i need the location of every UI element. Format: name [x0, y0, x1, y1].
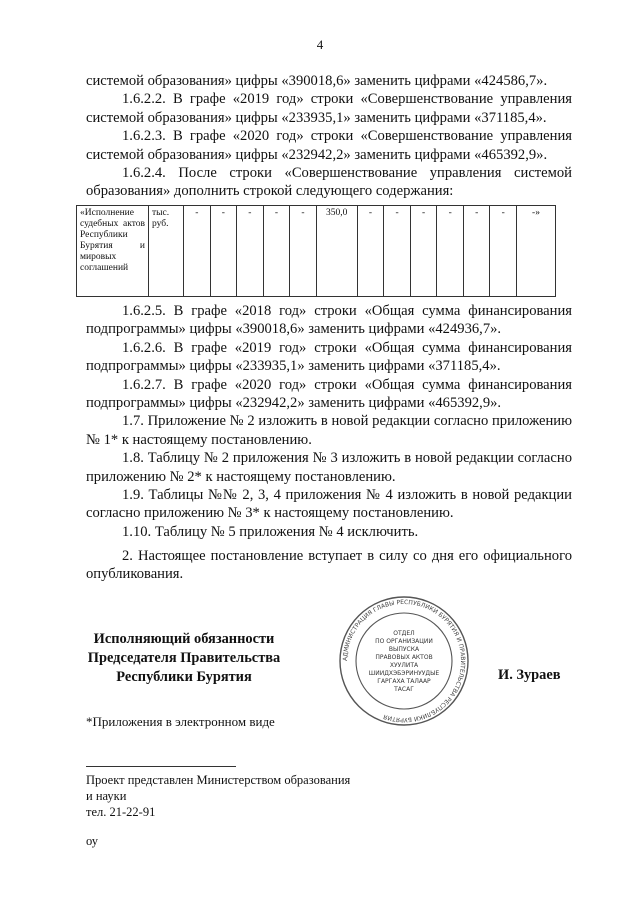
paragraph: 1.7. Приложение № 2 изложить в новой редакции согласно приложению № 1* к настоящему постановлению. — [86, 413, 572, 448]
paragraph: 1.6.2.2. В графе «2019 год» строки «Совершенствование управления системой образования» цифры «233935,1» заменить цифрами «371185,4». — [86, 91, 572, 126]
project-info — [86, 772, 350, 820]
stamp-line: ВЫПУСКА — [388, 646, 420, 653]
table-cell: - — [463, 206, 490, 297]
stamp-outer-ring — [340, 597, 468, 725]
table-cell: - — [210, 206, 237, 297]
body-text-top — [86, 72, 572, 201]
signer-name: И. Зураев — [498, 667, 561, 683]
signature-line: Исполняющий обязанности — [93, 631, 275, 647]
stamp-line: ПРАВОВЫХ АКТОВ — [375, 654, 433, 661]
divider — [86, 766, 236, 767]
table-cell: - — [437, 206, 464, 297]
table-cell-end: -» — [517, 206, 556, 297]
official-stamp — [328, 596, 480, 726]
project-line: Проект представлен Министерством образования — [86, 773, 351, 787]
paragraph: 1.10. Таблицу № 5 приложения № 4 исключить. — [122, 523, 419, 540]
initials: оу — [86, 834, 99, 848]
table-row — [77, 206, 556, 297]
signature-title — [86, 630, 282, 687]
paragraph: 1.6.2.7. В графе «2020 год» строки «Общая сумма финансирования подпрограммы» цифры «232942,2» заменить цифрами «465392,9». — [86, 376, 572, 412]
paragraph: 1.6.2.6. В графе «2019 год» строки «Общая сумма финансирования подпрограммы» цифры «233935,1» заменить цифрами «371185,4». — [86, 339, 572, 375]
paragraph: 1.9. Таблицы №№ 2, 3, 4 приложения № 4 изложить в новой редакции согласно приложению № 3* к настоящему постановлению. — [86, 487, 572, 522]
stamp-line: ХУУЛИТА — [389, 662, 419, 669]
stamp-ring-text: АДМИНИСТРАЦИЯ ГЛАВЫ РЕСПУБЛИКИ БУРЯТИЯ И ПРАВИТЕЛЬСТВА РЕСПУБЛИКИ БУРЯТИЯ — [341, 598, 467, 724]
table-cell-name: «Исполнение судебных актов Республики Бурятия и мировых соглашений — [77, 206, 149, 297]
table-cell-unit: тыс. руб. — [149, 206, 184, 297]
paragraph: 1.6.2.4. После строки «Совершенствование управления системой образования» дополнить строкой следующего содержания: — [86, 165, 572, 200]
page-number: 4 — [316, 37, 324, 52]
body-text-mid — [86, 302, 572, 541]
stamp-line: ГАРГАХА ТАЛААР — [377, 678, 431, 685]
paragraph: 2. Настоящее постановление вступает в силу со дня его официального опубликования. — [86, 548, 572, 583]
signature-line: Председателя Правительства — [87, 650, 281, 666]
table-cell: 350,0 — [316, 206, 357, 297]
paragraph: 1.6.2.3. В графе «2020 год» строки «Совершенствование управления системой образования» цифры «232942,2» заменить цифрами «465392,9». — [86, 128, 572, 163]
stamp-inner-ring — [356, 613, 452, 709]
paragraph: 1.6.2.5. В графе «2018 год» строки «Общая сумма финансирования подпрограммы» цифры «390018,6» заменить цифрами «424936,7». — [86, 303, 572, 338]
insert-table — [76, 205, 556, 297]
table-cell: - — [184, 206, 211, 297]
table-cell: - — [263, 206, 290, 297]
stamp-line: ТАСАГ — [394, 686, 414, 693]
table-cell: - — [237, 206, 264, 297]
signature-line: Республики Бурятия — [116, 669, 252, 685]
stamp-line: ШИИДХЭБЭРИНУУДЫЕ — [368, 670, 440, 677]
table-cell: - — [290, 206, 317, 297]
table-cell: - — [410, 206, 437, 297]
table-cell: - — [490, 206, 517, 297]
project-line: тел. 21-22-91 — [86, 805, 156, 819]
table-cell: - — [357, 206, 384, 297]
stamp-line: ОТДЕЛ — [393, 630, 415, 637]
footnote: *Приложения в электронном виде — [86, 714, 275, 729]
stamp-line: ПО ОРГАНИЗАЦИИ — [375, 638, 433, 645]
table-cell: - — [384, 206, 411, 297]
paragraph: 1.8. Таблицу № 2 приложения № 3 изложить в новой редакции согласно приложению № 2* к настоящему постановлению. — [86, 450, 572, 485]
project-line: и науки — [86, 789, 127, 803]
paragraph: системой образования» цифры «390018,6» заменить цифрами «424586,7». — [86, 73, 548, 89]
body-text-final — [86, 547, 572, 584]
